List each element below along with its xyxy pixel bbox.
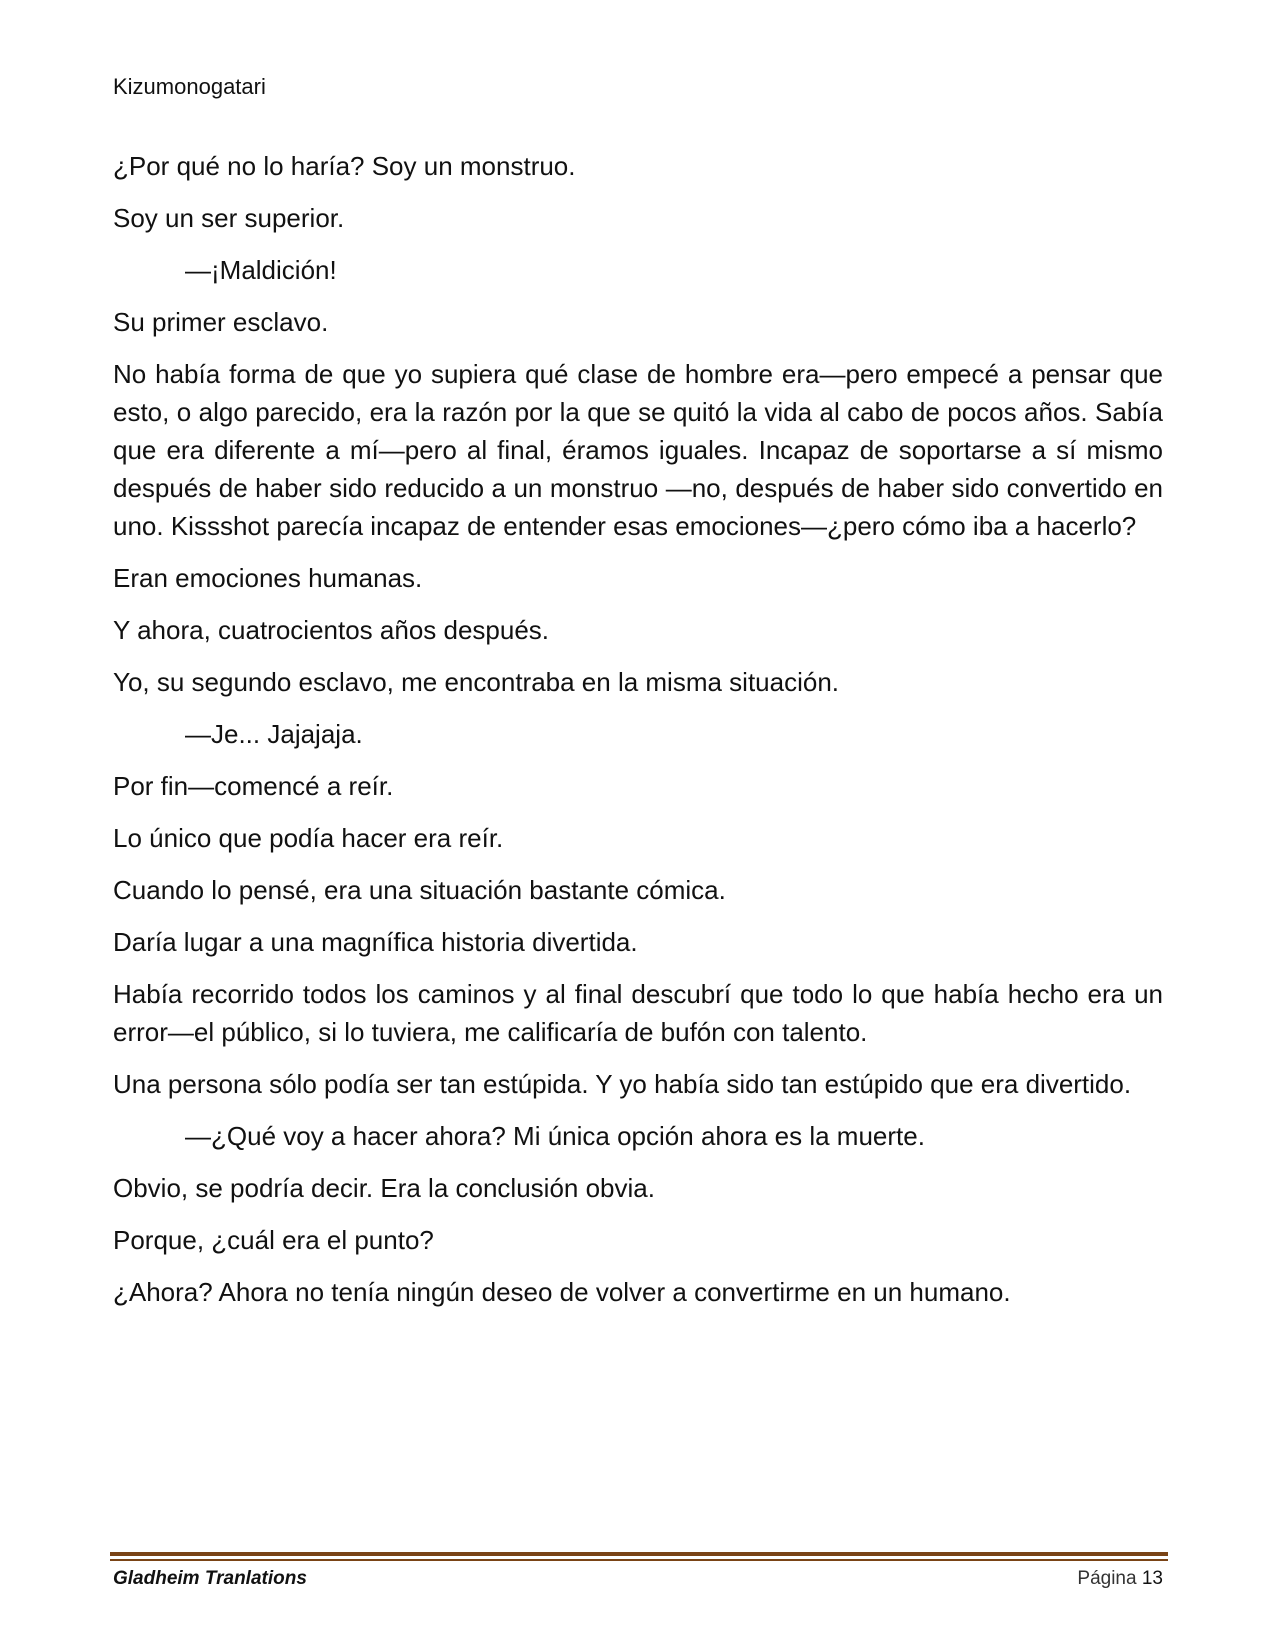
page-body xyxy=(113,147,1163,1325)
paragraph: Lo único que podía hacer era reír. xyxy=(113,823,504,853)
dialogue-line: —¿Qué voy a hacer ahora? Mi única opción ahora es la muerte. xyxy=(185,1121,925,1151)
paragraph: Porque, ¿cuál era el punto? xyxy=(113,1225,434,1255)
paragraph: Por fin—comencé a reír. xyxy=(113,771,394,801)
page-number: 13 xyxy=(1141,1568,1163,1589)
footer-publisher: Gladheim Tranlations xyxy=(113,1568,307,1589)
footer-divider-thick xyxy=(110,1552,1168,1556)
paragraph: ¿Por qué no lo haría? Soy un monstruo. xyxy=(113,151,576,181)
running-header-title: Kizumonogatari xyxy=(113,74,266,99)
paragraph: Y ahora, cuatrocientos años después. xyxy=(113,615,550,645)
paragraph: Eran emociones humanas. xyxy=(113,563,423,593)
paragraph: Soy un ser superior. xyxy=(113,203,345,233)
paragraph: Una persona sólo podía ser tan estúpida. Y yo había sido tan estúpido que era divertido. xyxy=(113,1069,1132,1099)
paragraph: Obvio, se podría decir. Era la conclusión obvia. xyxy=(113,1173,655,1203)
footer-divider-thin xyxy=(110,1559,1168,1561)
paragraph: Cuando lo pensé, era una situación bastante cómica. xyxy=(113,875,726,905)
page-label: Página xyxy=(1077,1568,1137,1589)
dialogue-line: —Je... Jajajaja. xyxy=(185,719,363,749)
paragraph: Había recorrido todos los caminos y al final descubrí que todo lo que había hecho era un error—el público, si lo tuviera, me calificaría de bufón con talento. xyxy=(113,979,1163,1047)
paragraph: Daría lugar a una magnífica historia divertida. xyxy=(113,927,638,957)
footer-page-indicator xyxy=(1077,1566,1163,1592)
paragraph: Su primer esclavo. xyxy=(113,307,329,337)
paragraph: Yo, su segundo esclavo, me encontraba en la misma situación. xyxy=(113,667,840,697)
dialogue-line: —¡Maldición! xyxy=(185,255,337,285)
paragraph: ¿Ahora? Ahora no tenía ningún deseo de volver a convertirme en un humano. xyxy=(113,1277,1011,1307)
paragraph: No había forma de que yo supiera qué clase de hombre era—pero empecé a pensar que esto, o algo parecido, era la razón por la que se quitó la vida al cabo de pocos años. Sabía que era diferente a mí—pero al final, éramos iguales. Incapaz de soportarse a sí mismo después de haber sido reducido a un monstruo —no, después de haber sido convertido en uno. Kissshot parecía incapaz de entender esas emociones—¿pero cómo iba a hacerlo? xyxy=(113,359,1163,541)
